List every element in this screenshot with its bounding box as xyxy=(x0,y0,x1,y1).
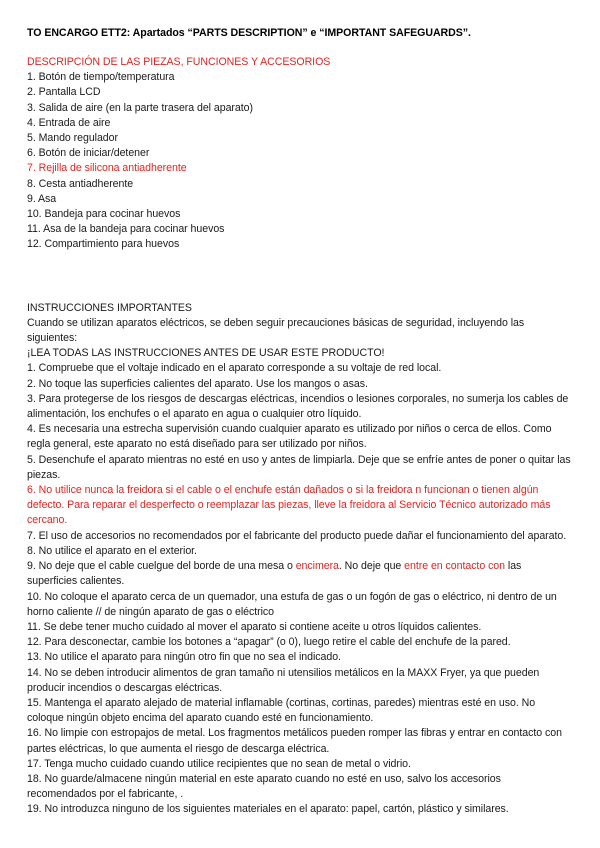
safeguard-item: 3. Para protegerse de los riesgos de descargas eléctricas, incendios o lesiones corporales, no sumerja los cables de alimentación, los enchufes o el aparato en agua o cualquier otro líquido. xyxy=(27,392,569,421)
parts-list-item: 11. Asa de la bandeja para cocinar huevos xyxy=(27,223,225,236)
parts-list-item: 9. Asa xyxy=(27,192,57,205)
safeguard-item xyxy=(27,559,572,589)
parts-list-item: 5. Mando regulador xyxy=(27,132,118,145)
parts-list-item: 8. Cesta antiadherente xyxy=(27,177,134,190)
safeguard-item: 4. Es necesaria una estrecha supervisión cuando cualquier aparato es utilizado por niños o cerca de ellos. Como regla general, este aparato no está diseñado para ser utilizado por niños. xyxy=(27,423,552,451)
safeguard-item: 13. No utilice el aparato para ningún otro fin que no sea el indicado. xyxy=(27,651,341,664)
safeguard-item: 12. Para desconectar, cambie los botones a “apagar” (o 0), luego retire el cable del enchufe de la pared. xyxy=(27,636,511,649)
document-heading: TO ENCARGO ETT2: Apartados “PARTS DESCRIPTION” e “IMPORTANT SAFEGUARDS”. xyxy=(27,27,471,39)
safeguard-item: 1. Compruebe que el voltaje indicado en el aparato corresponde a su voltaje de red local. xyxy=(27,362,442,375)
safeguard-item-text: las superficies calientes. xyxy=(27,560,522,588)
highlighted-term: entre en contacto con xyxy=(404,560,505,573)
safeguard-item-text: 9. No deje que el cable cuelgue del borde de una mesa o xyxy=(27,560,296,573)
safeguard-item: 15. Mantenga el aparato alejado de material inflamable (cortinas, cortinas, paredes) mientras esté en uso. No coloque ningún objeto encima del aparato cuando esté en funcionamiento. xyxy=(27,696,536,725)
parts-list-item: 10. Bandeja para cocinar huevos xyxy=(27,208,181,221)
highlighted-term: encimera xyxy=(295,560,339,573)
important-safeguards-section xyxy=(27,301,572,818)
safeguard-item: 18. No guarde/almacene ningún material en este aparato cuando no esté en uso, salvo los accesorios recomendados por el fabricante, . xyxy=(27,772,501,801)
safeguard-item: 10. No coloque el aparato cerca de un quemador, una estufa de gas o un fogón de gas o eléctrico, ni dentro de un horno caliente // de ningún aparato de gas o eléctrico xyxy=(27,590,557,618)
safeguard-item-text: . No deje que xyxy=(338,560,405,573)
safeguard-item: 19. No introduzca ninguno de los siguientes materiales en el aparato: papel, cartón, plástico y similares. xyxy=(27,803,509,816)
safeguards-intro: Cuando se utilizan aparatos eléctricos, se deben seguir precauciones básicas de seguridad, incluyendo las siguientes: xyxy=(27,316,525,345)
parts-list-item: 3. Salida de aire (en la parte trasera del aparato) xyxy=(27,101,253,114)
safeguard-item: 17. Tenga mucho cuidado cuando utilice recipientes que no sean de metal o vidrio. xyxy=(27,757,411,770)
safeguard-item: 8. No utilice el aparato en el exterior. xyxy=(27,544,197,557)
safeguard-item: 5. Desenchufe el aparato mientras no esté en uso y antes de limpiarla. Deje que se enfríe antes de poner o quitar las piezas. xyxy=(27,453,571,481)
parts-section-title: DESCRIPCIÓN DE LAS PIEZAS, FUNCIONES Y ACCESORIOS xyxy=(27,56,331,68)
parts-list-item-highlighted: 7. Rejilla de silicona antiadherente xyxy=(27,162,187,175)
parts-list-item: 12. Compartimiento para huevos xyxy=(27,238,180,251)
safeguard-item: 16. No limpie con estropajos de metal. Los fragmentos metálicos pueden romper las fibras y entrar en contacto con partes eléctricas, lo que aumenta el riesgo de descarga eléctrica. xyxy=(27,727,562,755)
safeguard-item: 14. No se deben introducir alimentos de gran tamaño ni utensilios metálicos en la MAXX Fryer, ya que pueden producir incendios o descargas eléctricas. xyxy=(27,666,540,694)
safeguards-section-title: INSTRUCCIONES IMPORTANTES xyxy=(27,301,192,314)
parts-list-item: 1. Botón de tiempo/temperatura xyxy=(27,71,175,84)
safeguard-item-highlighted: 6. No utilice nunca la freidora si el cable o el enchufe están dañados o si la freidora n funcionan o tienen algún defecto. Para reparar el desperfecto o reemplazar las piezas, lleve la freidora al Servicio Técnico autorizado más cercano. xyxy=(27,484,551,527)
safeguard-item: 2. No toque las superficies calientes del aparato. Use los mangos o asas. xyxy=(27,377,368,390)
parts-list-item: 6. Botón de iniciar/detener xyxy=(27,147,150,160)
parts-list-item: 2. Pantalla LCD xyxy=(27,86,101,99)
safeguard-item: 11. Se debe tener mucho cuidado al mover el aparato si contiene aceite u otros líquidos calientes. xyxy=(27,620,482,633)
parts-list-item: 4. Entrada de aire xyxy=(27,116,111,129)
safeguard-item: 7. El uso de accesorios no recomendados por el fabricante del producto puede dañar el funcionamiento del aparato. xyxy=(27,529,567,542)
document-page xyxy=(27,26,572,818)
parts-description-section xyxy=(27,55,572,253)
safeguards-warning: ¡LEA TODAS LAS INSTRUCCIONES ANTES DE USAR ESTE PRODUCTO! xyxy=(27,347,385,360)
